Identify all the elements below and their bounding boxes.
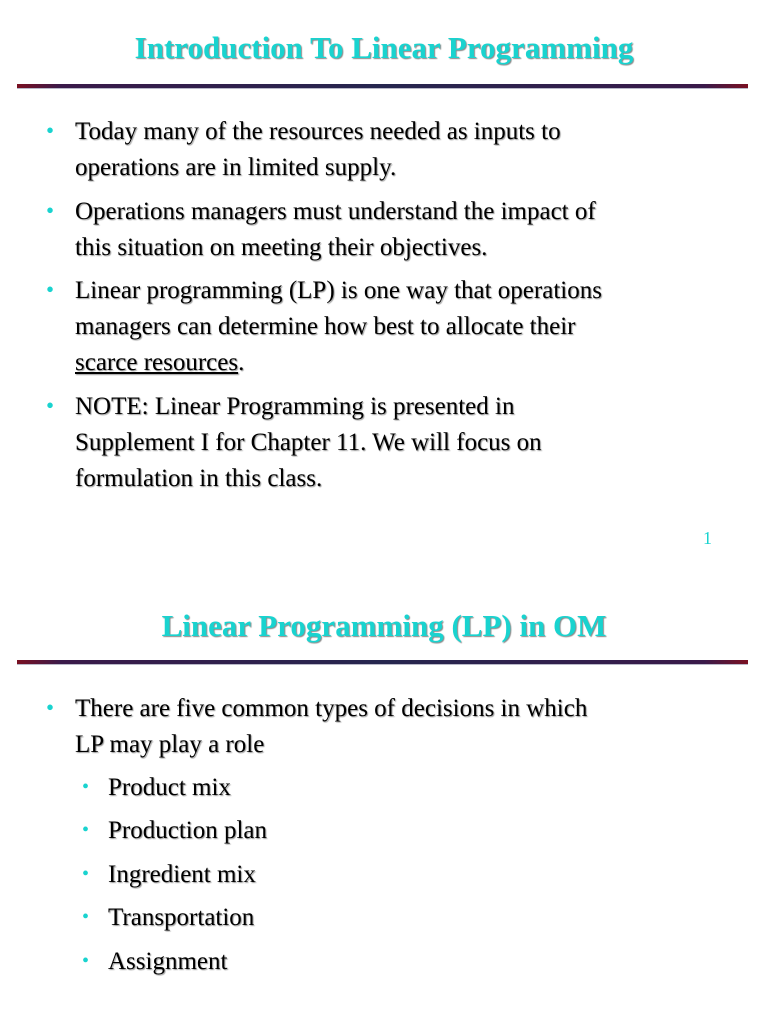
bullet-line: operations are in limited supply. xyxy=(75,154,397,181)
slide-title: Introduction To Linear Programming xyxy=(134,30,634,65)
bullet-item xyxy=(46,691,735,763)
bullet-line: Operations managers must understand the impact of xyxy=(75,198,596,225)
bullet-item xyxy=(46,114,735,186)
bullet-line: Linear programming (LP) is one way that operations xyxy=(75,277,602,304)
bullet-line: There are five common types of decisions in which xyxy=(75,695,588,722)
sub-bullet-item xyxy=(82,813,728,849)
sub-bullet-text: Transportation xyxy=(108,904,255,931)
bullet-line: LP may play a role xyxy=(75,731,265,758)
bullet-line: NOTE: Linear Programming is presented in xyxy=(75,393,515,420)
bullet-dot-icon: • xyxy=(46,695,55,720)
sub-bullet-item xyxy=(82,900,728,936)
title-divider xyxy=(17,84,748,89)
bullet-line xyxy=(75,345,735,381)
sub-bullet-item xyxy=(82,770,728,806)
title-divider xyxy=(17,660,748,665)
sub-bullet-text: Assignment xyxy=(108,948,228,975)
sub-bullet-text: Production plan xyxy=(108,817,268,844)
bullet-line: this situation on meeting their objectives. xyxy=(75,234,488,261)
bullet-dot-icon: • xyxy=(82,906,90,928)
underlined-term: scarce resources xyxy=(75,349,239,376)
bullet-dot-icon: • xyxy=(82,819,90,841)
slide-title: Linear Programming (LP) in OM xyxy=(161,608,607,643)
sub-bullet-item xyxy=(82,857,728,893)
slide-2 xyxy=(0,577,768,1024)
page-number: 1 xyxy=(703,528,712,548)
sub-bullet-text: Product mix xyxy=(108,774,231,801)
bullet-suffix: . xyxy=(238,349,245,376)
bullet-line: Supplement I for Chapter 11. We will focus on xyxy=(75,429,542,456)
bullet-dot-icon: • xyxy=(46,393,55,418)
sub-bullet-item xyxy=(82,944,728,980)
bullet-item xyxy=(46,273,735,381)
bullet-dot-icon: • xyxy=(46,277,55,302)
sub-bullet-text: Ingredient mix xyxy=(108,861,256,888)
bullet-dot-icon: • xyxy=(46,198,55,223)
bullet-dot-icon: • xyxy=(82,863,90,885)
bullet-dot-icon: • xyxy=(82,950,90,972)
bullet-item xyxy=(46,389,735,497)
bullet-line: formulation in this class. xyxy=(75,465,323,492)
bullet-dot-icon: • xyxy=(46,118,55,143)
bullet-dot-icon: • xyxy=(82,776,90,798)
bullet-item xyxy=(46,194,735,266)
bullet-line: Today many of the resources needed as inputs to xyxy=(75,118,561,145)
bullet-line: managers can determine how best to allocate their xyxy=(75,313,576,340)
